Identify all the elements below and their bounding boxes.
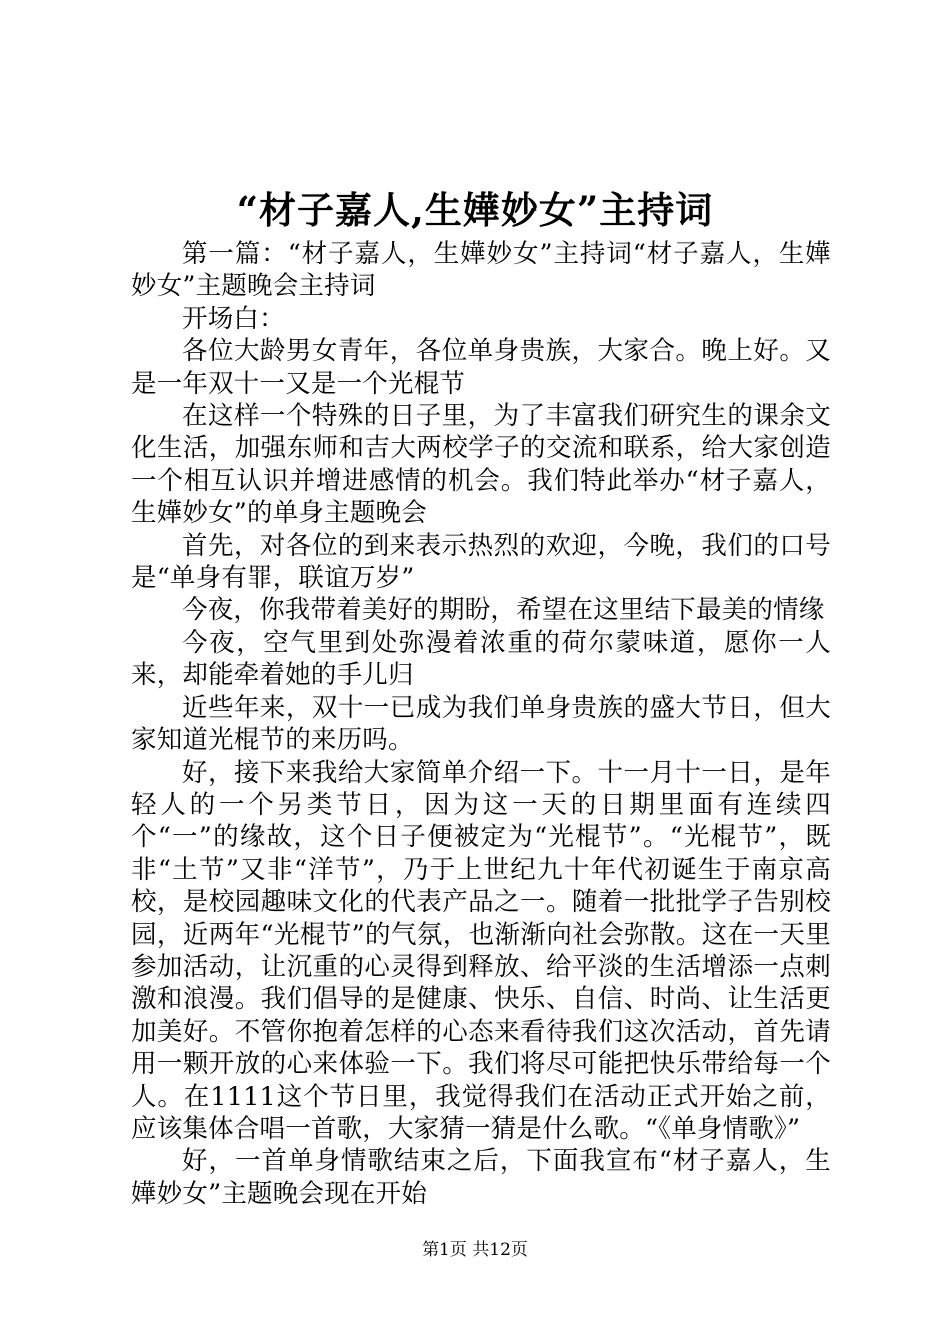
paragraph: 好，一首单身情歌结束之后，下面我宣布“材子嘉人，生嬅妙女”主题晚会现在开始 (131, 1146, 831, 1209)
paragraph: 今夜，空气里到处弥漫着浓重的荷尔蒙味道，愿你一人来，却能牵着她的手儿归 (131, 627, 831, 691)
paragraph: 各位大龄男女青年，各位单身贵族，大家合。晚上好。又是一年双十一又是一个光棍节 (131, 336, 831, 399)
paragraph: 在这样一个特殊的日子里，为了丰富我们研究生的课余文化生活，加强东师和吉大两校学子的交流和联系，给大家创造一个相互认识并增进感情的机会。我们特此举办“材子嘉人，生嬅妙女”的单身主题晚会 (131, 401, 831, 529)
paragraph: 好，接下来我给大家简单介绍一下。十一月十一日，是年轻人的一个另类节日，因为这一天的日期里面有连续四个“一”的缘故，这个日子便被定为“光棍节”。“光棍节”，既非“土节”又非“洋节”，乃于上世纪九十年代初诞生于南京高校，是校园趣味文化的代表产品之一。随着一批批学子告别校园，近两年“光棍节”的气氛，也渐渐向社会弥散。这在一天里参加活动，让沉重的心灵得到释放、给平淡的生活增添一点刺激和浪漫。我们倡导的是健康、快乐、自信、时尚、让生活更加美好。不管你抱着怎样的心态来看待我们这次活动，首先请用一颗开放的心来体验一下。我们将尽可能把快乐带给每一个人。在1111这个节日里，我觉得我们在活动正式开始之前，应该集体合唱一首歌，大家猜一猜是什么歌。“《单身情歌》” (131, 757, 831, 1144)
page-footer: 第1页 共12页 (422, 1240, 528, 1260)
paragraph: 开场白： (182, 303, 285, 334)
paragraph: 今夜，你我带着美好的期盼，希望在这里结下最美的情缘 (182, 595, 825, 626)
document-body (131, 238, 831, 1210)
paragraph: 首先，对各位的到来表示热烈的欢迎，今晚，我们的口号是“单身有罪，联谊万岁” (131, 530, 831, 594)
paragraph: 近些年来，双十一已成为我们单身贵族的盛大节日，但大家知道光棍节的来历吗。 (131, 692, 831, 756)
document-title: “材子嘉人,生嬅妙女”主持词 (236, 188, 714, 232)
paragraph: 第一篇：“材子嘉人，生嬅妙女”主持词“材子嘉人，生嬅妙女”主题晚会主持词 (131, 239, 831, 302)
